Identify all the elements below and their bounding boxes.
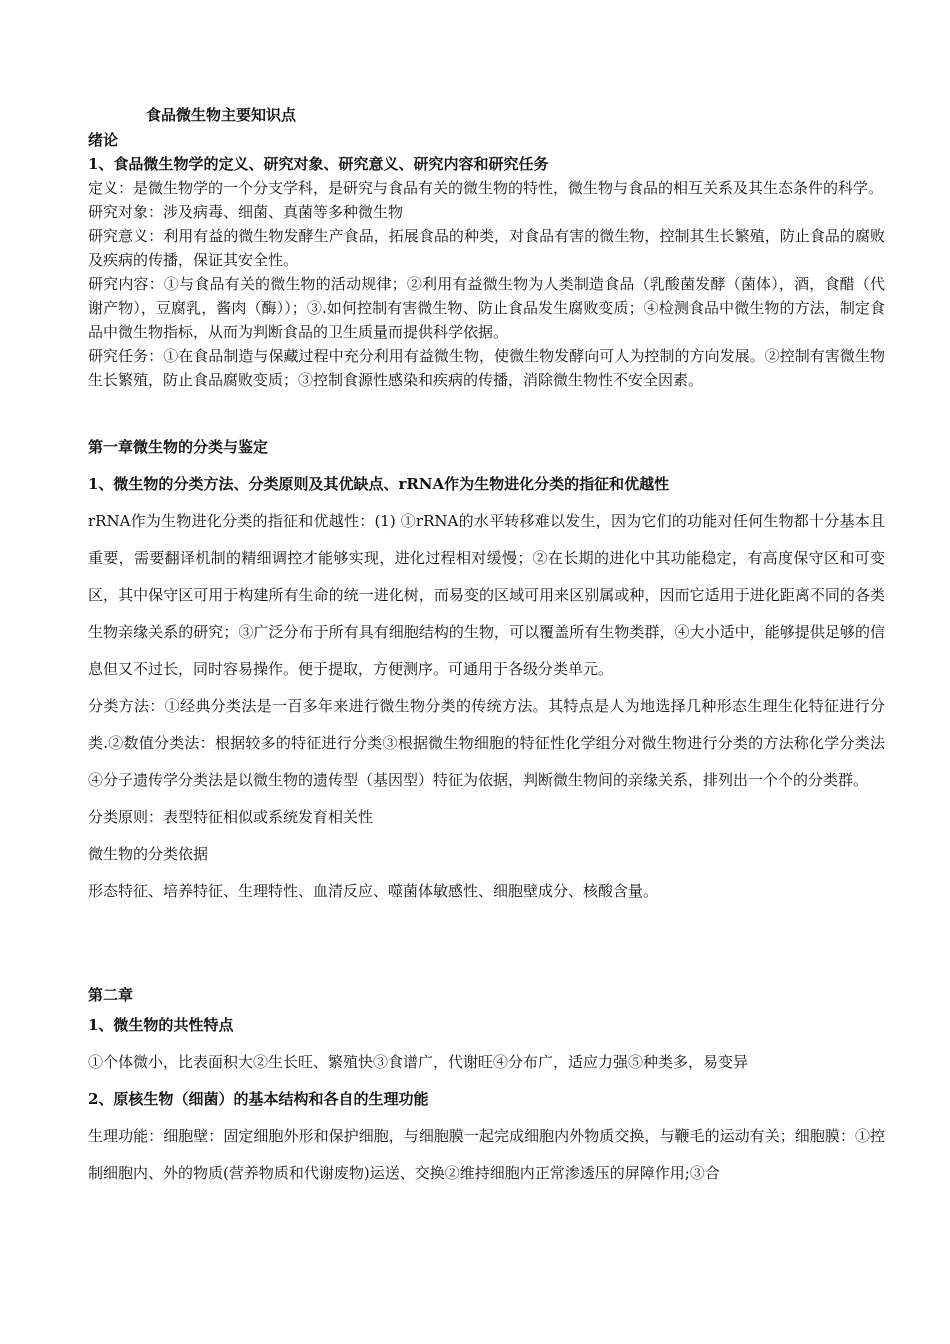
chapter1-heading: 第一章微生物的分类与鉴定 bbox=[88, 438, 269, 456]
classification-basis-text: 形态特征、培养特征、生理特性、血清反应、噬菌体敏感性、细胞壁成分、核酸含量。 bbox=[88, 882, 659, 900]
microbe-traits-text: ①个体微小，比表面积大②生长旺、繁殖快③食谱广，代谢旺④分布广，适应力强⑤种类多，易变异 bbox=[88, 1053, 749, 1071]
chapter2-question1-heading: 1、微生物的共性特点 bbox=[88, 1016, 234, 1034]
intro-section bbox=[88, 128, 885, 392]
classification-basis-label: 微生物的分类依据 bbox=[88, 845, 209, 863]
rrna-text: rRNA作为生物进化分类的指征和优越性：(1) ①rRNA的水平转移难以发生，因为它们的功能对任何生物都十分基本且重要，需要翻译机制的精细调控才能够实现，进化过程相对缓慢；②在长期的进化中其功能稳定，有高度保守区和可变区，其中保守区可用于构建所有生命的统一进化树，而易变的区域可用来区别属或种，因而它适用于进化距离不同的各类生物亲缘关系的研究；③广泛分布于所有具有细胞结构的生物，可以覆盖所有生物类群，④大小适中，能够提供足够的信息但又不过长，同时容易操作。便于提取，方便测序。可通用于各级分类单元。 bbox=[88, 512, 885, 678]
chapter2-question2-heading: 2、原核生物（细菌）的基本结构和各自的生理功能 bbox=[88, 1090, 429, 1108]
research-content-text: 研究内容：①与食品有关的微生物的活动规律；②利用有益微生物为人类制造食品（乳酸菌发酵（菌体），酒，食醋（代谢产物），豆腐乳，酱肉（酶））；③.如何控制有害微生物、防止食品发生腐败变质；④检测食品中微生物的方法，制定食品中微生物指标，从而为判断食品的卫生质量而提供科学依据。 bbox=[88, 275, 885, 341]
chapter2-heading: 第二章 bbox=[88, 986, 134, 1004]
intro-heading: 绪论 bbox=[88, 131, 119, 149]
research-object-text: 研究对象：涉及病毒、细菌、真菌等多种微生物 bbox=[88, 203, 404, 221]
chapter1-question-heading: 1、微生物的分类方法、分类原则及其优缺点、rRNA作为生物进化分类的指征和优越性 bbox=[88, 475, 670, 493]
classification-principle-text: 分类原则：表型特征相似或系统发育相关性 bbox=[88, 808, 374, 826]
prokaryote-function-text: 生理功能：细胞壁：固定细胞外形和保护细胞，与细胞膜一起完成细胞内外物质交换，与鞭毛的运动有关；细胞膜：①控制细胞内、外的物质(营养物质和代谢废物)运送、交换②维持细胞内正常渗透压的屏障作用;③合 bbox=[88, 1127, 885, 1182]
chapter2-section bbox=[88, 983, 885, 1192]
classification-methods-text: 分类方法：①经典分类法是一百多年来进行微生物分类的传统方法。其特点是人为地选择几种形态生理生化特征进行分类.②数值分类法：根据较多的特征进行分类③根据微生物细胞的特征性化学组分对微生物进行分类的方法称化学分类法④分子遗传学分类法是以微生物的遗传型（基因型）特征为依据，判断微生物间的亲缘关系，排列出一个个的分类群。 bbox=[88, 697, 885, 789]
research-task-text: 研究任务：①在食品制造与保藏过程中充分利用有益微生物，使微生物发酵向可人为控制的方向发展。②控制有害微生物生长繁殖，防止食品腐败变质；③控制食源性感染和疾病的传播，消除微生物性不安全因素。 bbox=[88, 347, 885, 389]
intro-question-heading: 1、食品微生物学的定义、研究对象、研究意义、研究内容和研究任务 bbox=[88, 155, 549, 173]
definition-text: 定义：是微生物学的一个分支学科，是研究与食品有关的微生物的特性，微生物与食品的相互关系及其生态条件的科学。 bbox=[88, 179, 884, 197]
title-block bbox=[146, 103, 746, 127]
chapter1-section bbox=[88, 429, 885, 910]
research-significance-text: 研究意义：利用有益的微生物发酵生产食品，拓展食品的种类，对食品有害的微生物，控制其生长繁殖，防止食品的腐败及疾病的传播，保证其安全性。 bbox=[88, 227, 885, 269]
document-title: 食品微生物主要知识点 bbox=[146, 106, 297, 124]
